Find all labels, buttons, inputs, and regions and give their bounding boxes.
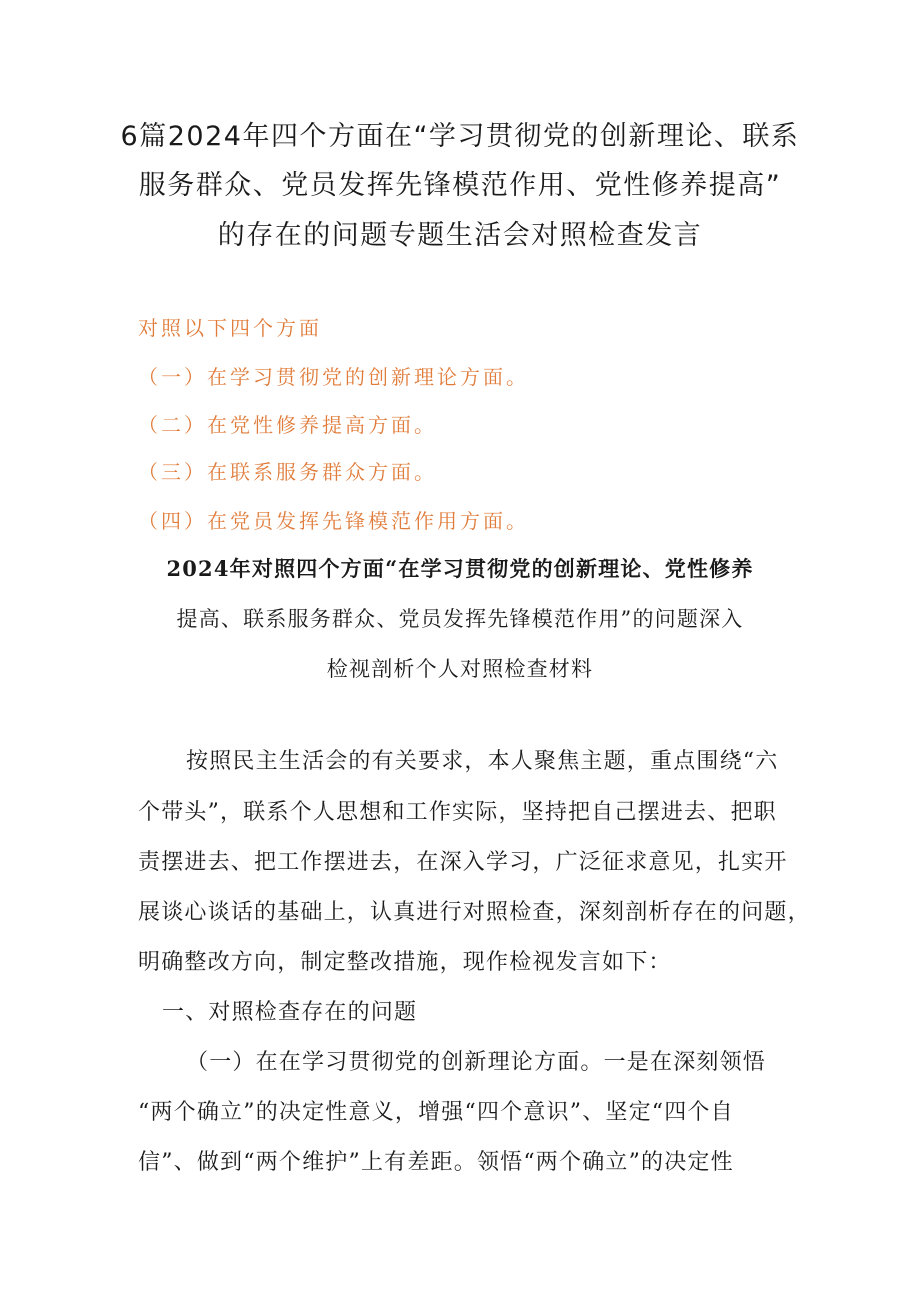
subtitle-line-2: 提高、联系服务群众、党员发挥先锋模范作用”的问题深入 [176,607,744,631]
body-line-4: 展谈心谈话的基础上，认真进行对照检查，深刻剖析存在的问题， [138,900,811,925]
subtitle-line-1: 2024年对照四个方面“在学习贯彻党的创新理论、党性修养 [166,556,754,581]
toc-heading: 对照以下四个方面 [138,316,322,340]
subtitle-line-3: 检视剖析个人对照检查材料 [326,657,594,681]
section-line-2: “两个确立”的决定性意义，增强“四个意识”、坚定“四个自 [138,1100,734,1125]
toc-item-4: （四）在党员发挥先锋模范作用方面。 [138,509,529,533]
doc-title-line-2: 服务群众、党员发挥先锋模范作用、党性修养提高” [138,170,782,201]
doc-title-line-1: 6篇2024年四个方面在“学习贯彻党的创新理论、联系 [120,121,800,152]
section-line-3: 信”、做到“两个维护”上有差距。领悟“两个确立”的决定性 [138,1150,734,1175]
body-line-1: 按照民主生活会的有关要求，本人聚焦主题，重点围绕“六 [186,749,779,774]
toc-item-2: （二）在党性修养提高方面。 [138,413,437,437]
body-line-2: 个带头”，联系个人思想和工作实际，坚持把自己摆进去、把职 [138,800,777,825]
body-line-3: 责摆进去、把工作摆进去，在深入学习，广泛征求意见，扎实开 [138,850,788,875]
toc-item-3: （三）在联系服务群众方面。 [138,460,437,484]
section-heading: 一、对照检查存在的问题 [162,1000,418,1025]
toc-item-1: （一）在学习贯彻党的创新理论方面。 [138,365,529,389]
section-line-1: （一）在在学习贯彻党的创新理论方面。一是在深刻领悟 [186,1050,767,1075]
body-line-5: 明确整改方向，制定整改措施，现作检视发言如下： [138,950,672,975]
doc-title-line-3: 的存在的问题专题生活会对照检查发言 [217,220,703,251]
